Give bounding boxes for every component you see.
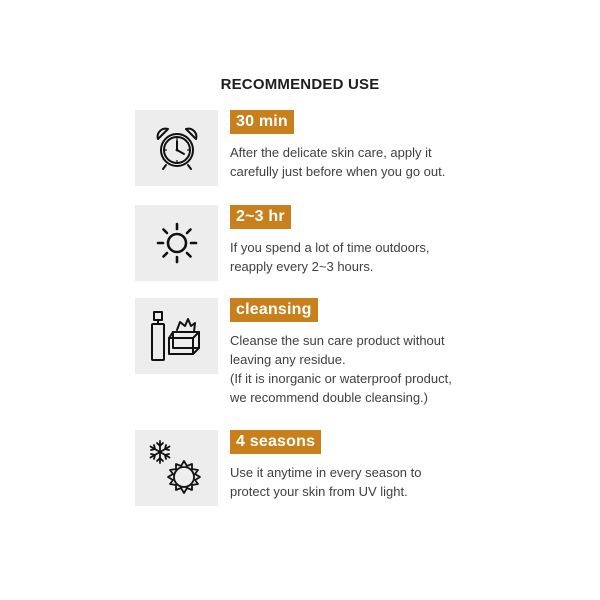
page-title: RECOMMENDED USE [220,76,380,93]
icon-tile [135,205,218,281]
snowflake-and-sun-icon [146,437,208,499]
icon-tile [135,430,218,506]
description-line: (If it is inorganic or waterproof product, [230,371,452,386]
usage-description [230,143,500,181]
description-line: protect your skin from UV light. [230,484,408,499]
usage-description [230,331,500,407]
usage-tag: 30 min [230,110,294,134]
description-line: reapply every 2~3 hours. [230,259,374,274]
usage-description [230,463,500,501]
description-line: After the delicate skin care, apply it [230,145,432,160]
description-line: carefully just before when you go out. [230,164,446,179]
description-line: leaving any residue. [230,352,346,367]
alarm-clock-icon [152,123,202,173]
cleansing-products-icon [149,306,205,366]
icon-tile [135,298,218,374]
usage-tag: 2~3 hr [230,205,291,229]
usage-tag: cleansing [230,298,318,322]
description-line: If you spend a lot of time outdoors, [230,240,430,255]
description-line: Use it anytime in every season to [230,465,422,480]
sun-icon [153,219,201,267]
usage-description [230,238,500,276]
icon-tile [135,110,218,186]
usage-tag: 4 seasons [230,430,321,454]
description-line: we recommend double cleansing.) [230,390,428,405]
description-line: Cleanse the sun care product without [230,333,445,348]
